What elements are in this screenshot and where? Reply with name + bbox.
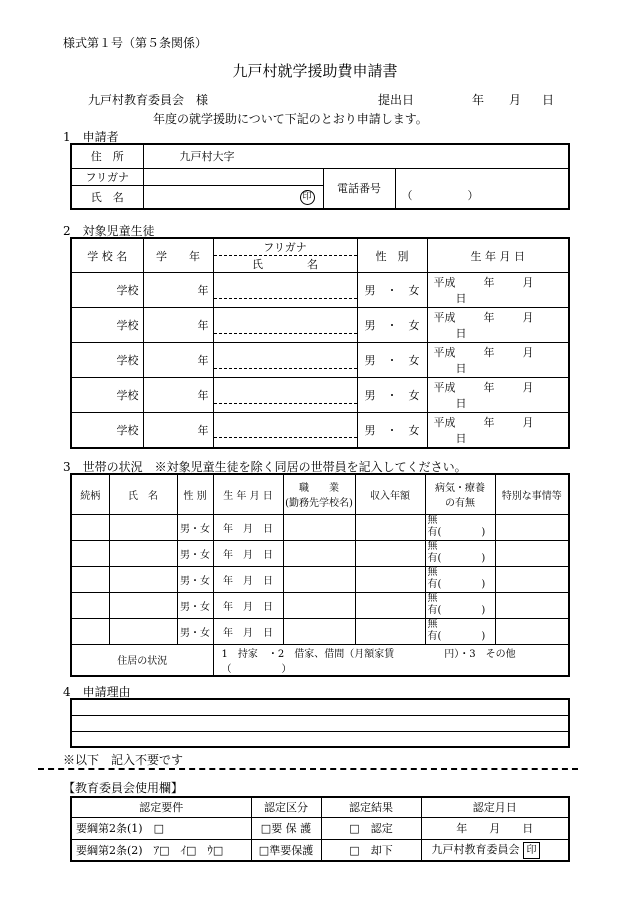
- requirement-1[interactable]: 要綱第2条(1) □: [71, 817, 251, 839]
- reason-table: [70, 698, 570, 748]
- housing-label: 住居の状況: [71, 644, 213, 676]
- reason-line[interactable]: [71, 731, 569, 747]
- member-relation[interactable]: [71, 618, 109, 644]
- member-illness[interactable]: 無 有( ): [425, 592, 495, 618]
- col-illness: 病気・療養 の有無: [425, 474, 495, 514]
- member-special[interactable]: [495, 514, 569, 540]
- col-member-birth: 生 年 月 日: [213, 474, 283, 514]
- housing-field[interactable]: 1 持家 ・2 借家、借間（月額家賃 円）・3 その他（ ）: [213, 644, 569, 676]
- phone-field[interactable]: （ ）: [395, 168, 569, 209]
- student-name-cell[interactable]: [213, 378, 357, 413]
- member-income[interactable]: [355, 618, 425, 644]
- form-number: 様式第１号（第５条関係）: [63, 36, 208, 50]
- board-name-cell: [421, 839, 569, 861]
- household-row: [71, 566, 569, 592]
- student-row: [71, 413, 569, 448]
- address-field[interactable]: 九戸村大字: [143, 144, 569, 168]
- furigana-label: フリガナ: [71, 168, 143, 185]
- household-row: [71, 592, 569, 618]
- member-income[interactable]: [355, 566, 425, 592]
- student-sex[interactable]: 男 ・ 女: [357, 273, 427, 308]
- section-applicant-heading: 1 申請者: [63, 130, 119, 144]
- member-illness[interactable]: 無 有( ): [425, 540, 495, 566]
- member-relation[interactable]: [71, 514, 109, 540]
- household-row: [71, 514, 569, 540]
- section-reason-heading: 4 申請理由: [63, 685, 131, 699]
- student-sex[interactable]: 男 ・ 女: [357, 343, 427, 378]
- col-job: 職 業 (勤務先学校名): [283, 474, 355, 514]
- furigana-field[interactable]: [143, 168, 323, 185]
- reason-line[interactable]: [71, 699, 569, 715]
- col-result: 認定結果: [321, 797, 421, 817]
- col-name: 氏 名: [252, 258, 318, 271]
- member-illness[interactable]: 無 有( ): [425, 618, 495, 644]
- member-birth[interactable]: 年 月 日: [213, 592, 283, 618]
- submit-year: 年: [472, 93, 485, 107]
- member-birth[interactable]: 年 月 日: [213, 540, 283, 566]
- student-name-cell[interactable]: [213, 273, 357, 308]
- member-relation[interactable]: [71, 566, 109, 592]
- submit-month: 月: [509, 93, 522, 107]
- student-row: [71, 343, 569, 378]
- member-name[interactable]: [109, 566, 177, 592]
- student-name-cell[interactable]: [213, 308, 357, 343]
- col-relation: 続柄: [71, 474, 109, 514]
- col-income: 収入年額: [355, 474, 425, 514]
- student-grade[interactable]: 年: [143, 378, 213, 413]
- seal-mark: 印: [300, 190, 315, 205]
- student-birth[interactable]: 平成 年 月日: [427, 413, 569, 448]
- member-income[interactable]: [355, 540, 425, 566]
- approval-date[interactable]: 年 月 日: [421, 817, 569, 839]
- name-label: 氏 名: [71, 185, 143, 209]
- phone-label: 電話番号: [323, 168, 395, 209]
- student-name-cell[interactable]: [213, 413, 357, 448]
- member-job[interactable]: [283, 566, 355, 592]
- addressee: 九戸村教育委員会 様: [88, 93, 209, 107]
- col-member-sex: 性 別: [177, 474, 213, 514]
- student-grade[interactable]: 年: [143, 273, 213, 308]
- students-table: [70, 237, 570, 449]
- student-grade[interactable]: 年: [143, 308, 213, 343]
- board-seal: 印: [523, 842, 540, 859]
- member-illness[interactable]: 無 有( ): [425, 566, 495, 592]
- student-sex[interactable]: 男 ・ 女: [357, 413, 427, 448]
- student-birth[interactable]: 平成 年 月日: [427, 343, 569, 378]
- student-birth[interactable]: 平成 年 月日: [427, 273, 569, 308]
- member-job[interactable]: [283, 592, 355, 618]
- member-special[interactable]: [495, 566, 569, 592]
- col-requirement: 認定要件: [71, 797, 251, 817]
- member-special[interactable]: [495, 592, 569, 618]
- col-date: 認定月日: [421, 797, 569, 817]
- student-row: [71, 378, 569, 413]
- member-name[interactable]: [109, 592, 177, 618]
- household-row: [71, 540, 569, 566]
- member-special[interactable]: [495, 618, 569, 644]
- member-name[interactable]: [109, 618, 177, 644]
- member-illness[interactable]: 無 有( ): [425, 514, 495, 540]
- student-birth[interactable]: 平成 年 月日: [427, 308, 569, 343]
- member-job[interactable]: [283, 540, 355, 566]
- requirement-2[interactable]: 要綱第2条(2) ｱ□ ｲ□ ｳ□: [71, 839, 251, 861]
- section-students-heading: 2 対象児童生徒: [63, 224, 155, 238]
- member-sex[interactable]: 男・女: [177, 592, 213, 618]
- student-school[interactable]: 学校: [71, 273, 143, 308]
- member-job[interactable]: [283, 618, 355, 644]
- result-rejected[interactable]: □ 却下: [321, 839, 421, 861]
- member-name[interactable]: [109, 514, 177, 540]
- student-row: [71, 273, 569, 308]
- member-name[interactable]: [109, 540, 177, 566]
- address-label: 住 所: [71, 144, 143, 168]
- col-special: 特別な事情等: [495, 474, 569, 514]
- note-text: ※以下 記入不要です: [63, 753, 184, 767]
- col-sex: 性 別: [357, 238, 427, 273]
- student-name-cell[interactable]: [213, 343, 357, 378]
- reason-line[interactable]: [71, 715, 569, 731]
- student-sex[interactable]: 男 ・ 女: [357, 378, 427, 413]
- student-grade[interactable]: 年: [143, 343, 213, 378]
- member-sex[interactable]: 男・女: [177, 618, 213, 644]
- result-approved[interactable]: □ 認定: [321, 817, 421, 839]
- student-grade[interactable]: 年: [143, 413, 213, 448]
- applicant-table: [70, 143, 570, 210]
- member-income[interactable]: [355, 592, 425, 618]
- page-title: 九戸村就学援助費申請書: [232, 62, 398, 80]
- col-school: 学 校 名: [71, 238, 143, 273]
- member-relation[interactable]: [71, 540, 109, 566]
- col-furigana: フリガナ: [214, 239, 357, 256]
- member-birth[interactable]: 年 月 日: [213, 618, 283, 644]
- student-school[interactable]: 学校: [71, 308, 143, 343]
- class-semi-protection[interactable]: □準要保護: [251, 839, 321, 861]
- student-row: [71, 308, 569, 343]
- section-household-heading: 3 世帯の状況 ※対象児童生徒を除く同居の世帯員を記入してください。: [63, 460, 467, 474]
- name-field[interactable]: [143, 185, 323, 209]
- col-member-name: 氏 名: [109, 474, 177, 514]
- office-heading: 【教育委員会使用欄】: [63, 781, 184, 795]
- member-relation[interactable]: [71, 592, 109, 618]
- board-name: 九戸村教育委員会: [431, 842, 520, 856]
- cut-line: [38, 768, 578, 770]
- student-school[interactable]: 学校: [71, 343, 143, 378]
- household-table: [70, 473, 570, 677]
- student-sex[interactable]: 男 ・ 女: [357, 308, 427, 343]
- member-birth[interactable]: 年 月 日: [213, 566, 283, 592]
- member-special[interactable]: [495, 540, 569, 566]
- student-school[interactable]: 学校: [71, 413, 143, 448]
- col-grade: 学 年: [143, 238, 213, 273]
- household-row: [71, 618, 569, 644]
- student-school[interactable]: 学校: [71, 378, 143, 413]
- member-income[interactable]: [355, 514, 425, 540]
- member-job[interactable]: [283, 514, 355, 540]
- intro-text: 年度の就学援助について下記のとおり申請します。: [153, 112, 428, 126]
- member-sex[interactable]: 男・女: [177, 540, 213, 566]
- submit-date-label: 提出日: [378, 93, 415, 107]
- col-birth: 生 年 月 日: [427, 238, 569, 273]
- member-birth[interactable]: 年 月 日: [213, 514, 283, 540]
- col-furigana-name: [213, 238, 357, 273]
- office-table: [70, 796, 570, 862]
- member-sex[interactable]: 男・女: [177, 514, 213, 540]
- col-classification: 認定区分: [251, 797, 321, 817]
- submit-day: 日: [542, 93, 555, 107]
- student-birth[interactable]: 平成 年 月日: [427, 378, 569, 413]
- member-sex[interactable]: 男・女: [177, 566, 213, 592]
- class-protection[interactable]: □要 保 護: [251, 817, 321, 839]
